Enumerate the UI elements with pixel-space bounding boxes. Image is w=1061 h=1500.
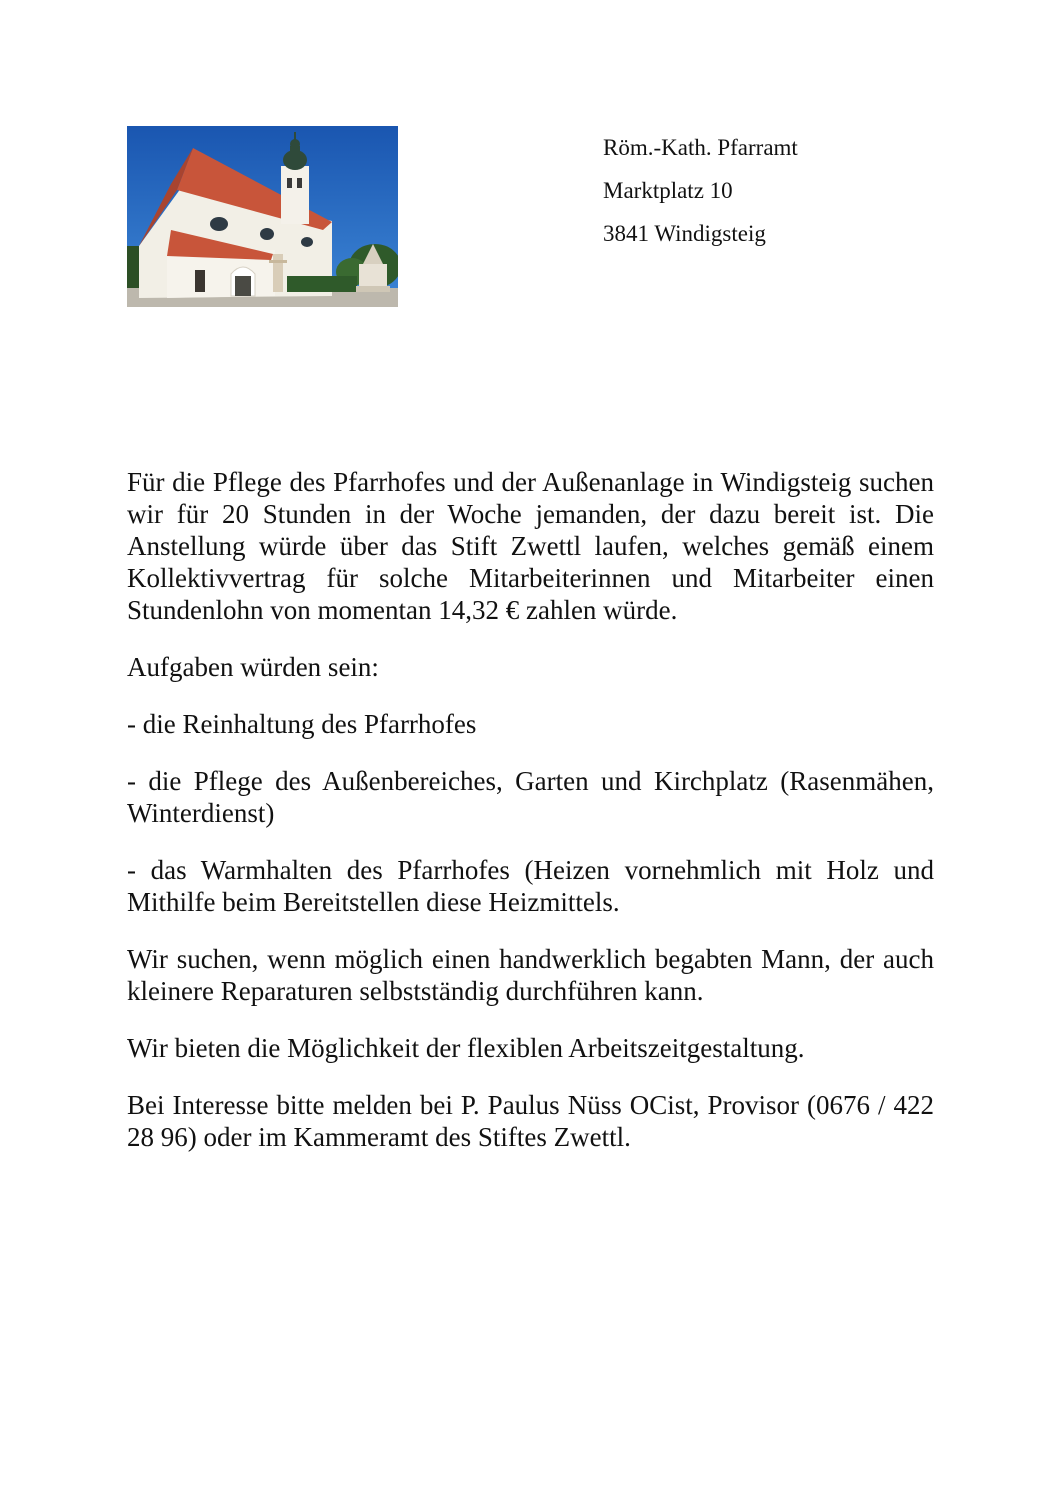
task-item-cleaning: - die Reinhaltung des Pfarrhofes: [127, 709, 477, 739]
tasks-heading: Aufgaben würden sein:: [127, 652, 379, 682]
task-item-outdoor-care: - die Pflege des Außenbereiches, Garten und Kirchplatz (Rasenmähen, Winterdienst): [127, 766, 934, 828]
church-photo: [127, 126, 398, 307]
sender-address: [603, 126, 798, 255]
task-item-heating: - das Warmhalten des Pfarrhofes (Heizen vornehmlich mit Holz und Mithilfe beim Bereitstellen diese Heizmittels.: [127, 855, 934, 917]
address-line-street: Marktplatz 10: [603, 178, 733, 203]
address-line-city: 3841 Windigsteig: [603, 221, 766, 246]
offer-paragraph: Wir bieten die Möglichkeit der flexiblen Arbeitszeitgestaltung.: [127, 1033, 805, 1063]
address-line-parish: Röm.-Kath. Pfarramt: [603, 135, 798, 160]
wish-paragraph: Wir suchen, wenn möglich einen handwerklich begabten Mann, der auch kleinere Reparaturen selbstständig durchführen kann.: [127, 944, 934, 1006]
letter-body: [127, 466, 934, 1178]
contact-paragraph: Bei Interesse bitte melden bei P. Paulus Nüss OCist, Provisor (0676 / 422 28 96) oder im Kammeramt des Stiftes Zwettl.: [127, 1090, 934, 1152]
intro-paragraph: Für die Pflege des Pfarrhofes und der Außenanlage in Windigsteig suchen wir für 20 Stunden in der Woche jemanden, der dazu bereit ist. Die Anstellung würde über das Stift Zwettl laufen, welches gemäß einem Kollektivvertrag für solche Mitarbeiterinnen und Mitarbeiter einen Stundenlohn von momentan 14,32 € zahlen würde.: [127, 467, 934, 625]
